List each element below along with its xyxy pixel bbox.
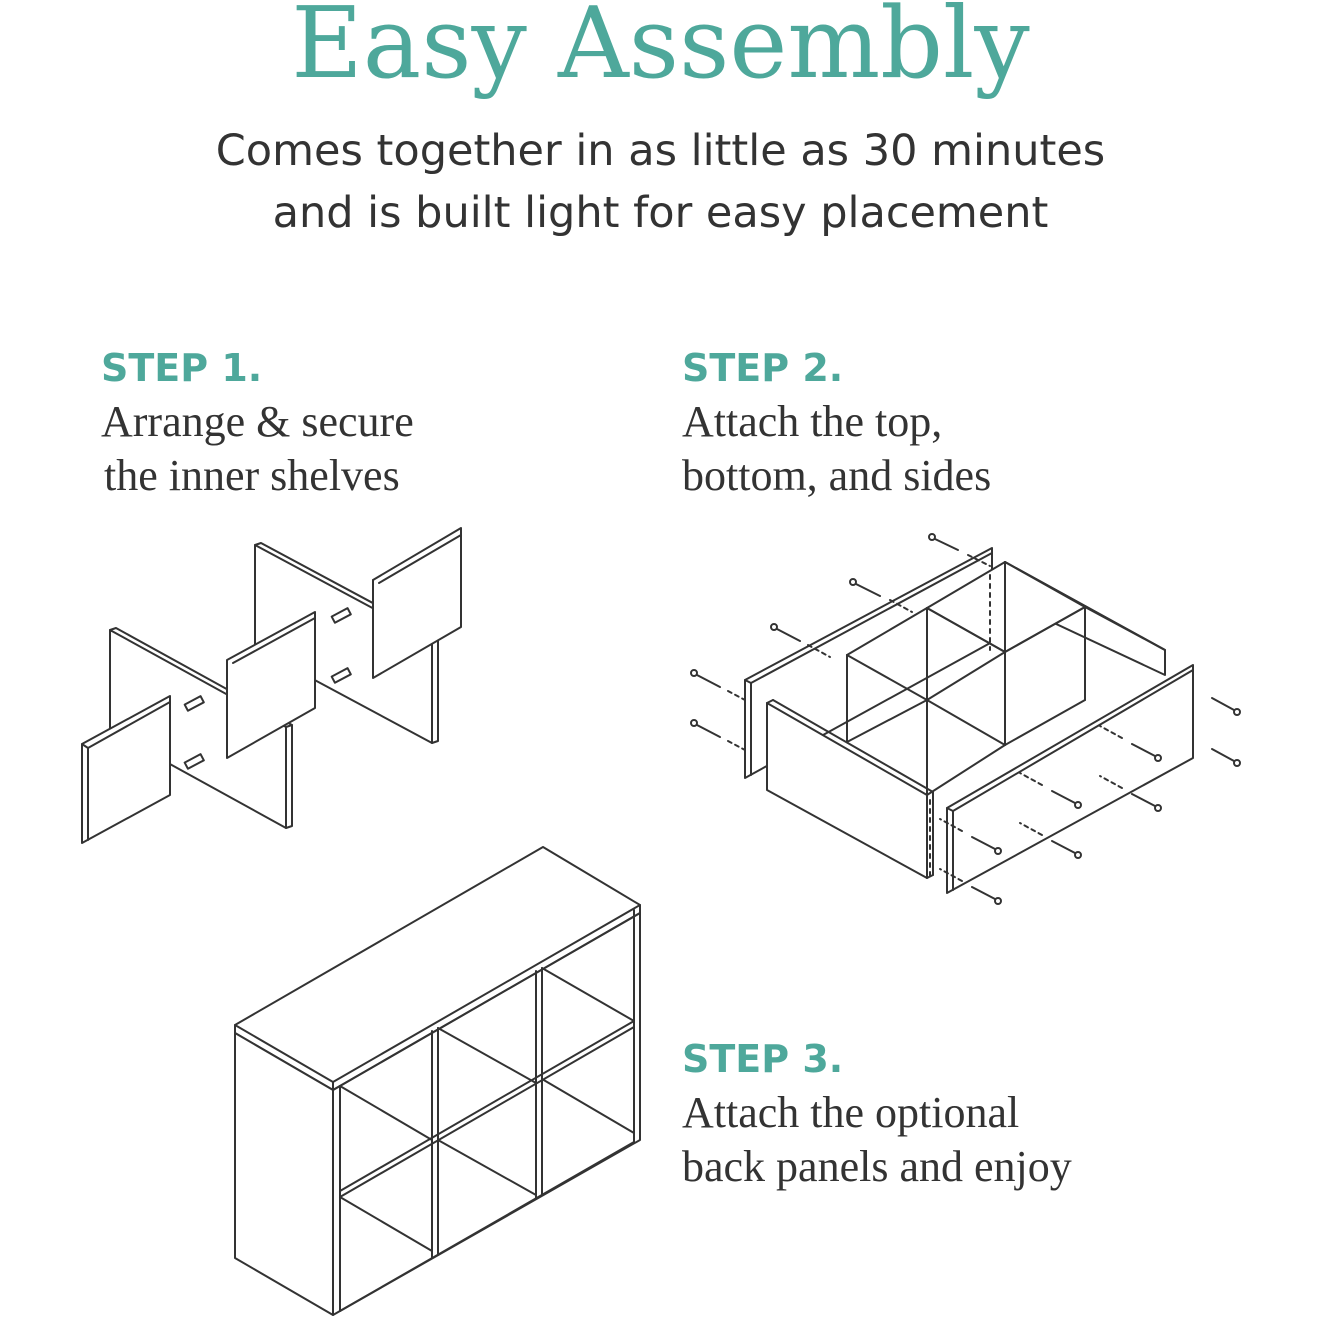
step-3-illustration — [235, 847, 640, 1315]
step-3-label: STEP 3. — [682, 1037, 844, 1081]
screw — [1212, 698, 1240, 715]
left-side-panel — [235, 1033, 333, 1315]
step-1-text-line-2: the inner shelves — [104, 451, 400, 500]
step-1-text-line-1: Arrange & secure — [101, 397, 414, 446]
step-3-text-line-2: back panels and enjoy — [682, 1142, 1072, 1191]
screw — [1212, 749, 1240, 766]
step-1-label: STEP 1. — [101, 346, 263, 390]
step-2-text-line-2: bottom, and sides — [682, 451, 992, 500]
side-board — [947, 665, 1193, 893]
screw — [691, 720, 745, 750]
screw — [691, 670, 745, 700]
step-1-illustration — [82, 528, 461, 843]
subtitle-line-2: and is built light for easy placement — [272, 188, 1049, 238]
step-2-text-line-1: Attach the top, — [682, 397, 943, 446]
step-3-text-line-1: Attach the optional — [682, 1088, 1020, 1137]
page-title: Easy Assembly — [291, 0, 1030, 101]
subtitle-line-1: Comes together in as little as 30 minutes — [215, 126, 1106, 176]
step-2-label: STEP 2. — [682, 346, 844, 390]
bottom-board — [767, 700, 933, 878]
step-2-illustration — [691, 534, 1240, 904]
